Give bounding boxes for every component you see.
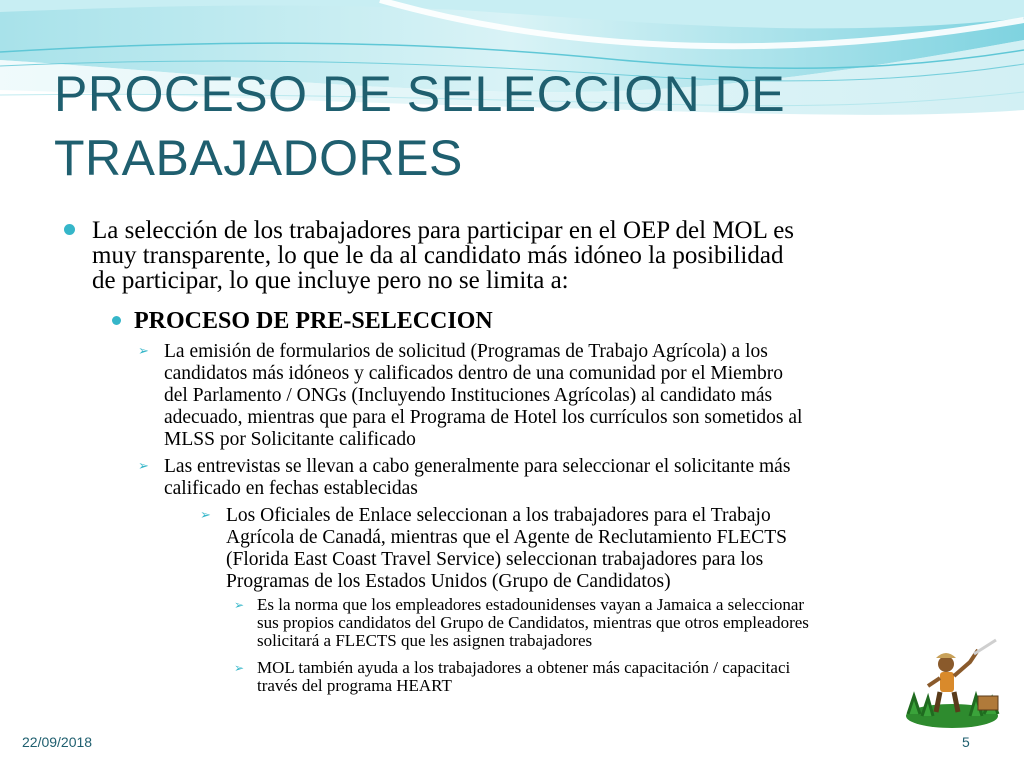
bullet-level-3 <box>164 341 802 451</box>
bullet-level-4-line: Programas de los Estados Unidos (Grupo de Candidatos) <box>226 571 671 592</box>
slide-title-line-2: TRABAJADORES <box>54 130 463 186</box>
arrow-bullet-icon: ➢ <box>234 661 245 675</box>
bullet-level-5 <box>257 659 790 695</box>
footer-date: 22/09/2018 <box>22 734 93 750</box>
arrow-bullet-icon: ➢ <box>138 459 149 474</box>
farmer-clipart-icon <box>900 636 1010 731</box>
bullet-level-1 <box>92 218 794 293</box>
bullet-level-4-line: (Florida East Coast Travel Service) seleccionan trabajadores para los <box>226 549 764 570</box>
bullet-level-4-line: Los Oficiales de Enlace seleccionan a los trabajadores para el Trabajo <box>226 505 771 526</box>
slide-title-line-1: PROCESO DE SELECCION DE <box>54 66 786 122</box>
footer-page-number: 5 <box>962 734 970 750</box>
bullet-level-5-line: sus propios candidatos del Grupo de Candidatos, mientras que otros empleadores <box>257 613 809 632</box>
bullet-level-3-line: calificado en fechas establecidas <box>164 478 418 499</box>
bullet-level-4 <box>226 505 787 593</box>
bullet-level-5-line: solicitará a FLECTS que les asignen trabajadores <box>257 631 593 650</box>
bullet-level-3-line: candidatos más idóneos y calificados dentro de una comunidad por el Miembro <box>164 363 783 384</box>
bullet-level-5-line: través del programa HEART <box>257 676 452 695</box>
bullet-level-5-line: Es la norma que los empleadores estadounidenses vayan a Jamaica a seleccionar <box>257 595 805 614</box>
arrow-bullet-icon: ➢ <box>234 598 245 612</box>
bullet-level-2-text: PROCESO DE PRE-SELECCION <box>134 308 493 334</box>
bullet-level-3 <box>164 456 790 500</box>
bullet-level-1-line: muy transparente, lo que le da al candidato más idóneo la posibilidad <box>92 242 784 269</box>
bullet-level-1-line: La selección de los trabajadores para participar en el OEP del MOL es <box>92 217 795 244</box>
bullet-level-3-line: del Parlamento / ONGs (Incluyendo Instituciones Agrícolas) al candidato más <box>164 385 773 406</box>
bullet-level-2 <box>134 309 493 333</box>
bullet-level-3-line: adecuado, mientras que para el Programa de Hotel los currículos son sometidos al <box>164 407 803 428</box>
bullet-level-4-line: Agrícola de Canadá, mientras que el Agente de Reclutamiento FLECTS <box>226 527 788 548</box>
bullet-level-3-line: La emisión de formularios de solicitud (Programas de Trabajo Agrícola) a los <box>164 341 768 362</box>
bullet-level-1-line: de participar, lo que incluye pero no se limita a: <box>92 267 569 294</box>
bullet-level-3-line: MLSS por Solicitante calificado <box>164 429 416 450</box>
bullet-level-5 <box>257 596 809 650</box>
arrow-bullet-icon: ➢ <box>200 508 211 523</box>
bullet-dot-icon <box>64 224 75 235</box>
bullet-level-3-line: Las entrevistas se llevan a cabo generalmente para seleccionar el solicitante más <box>164 456 791 477</box>
arrow-bullet-icon: ➢ <box>138 344 149 359</box>
bullet-level-5-line: MOL también ayuda a los trabajadores a obtener más capacitación / capacitaci <box>257 658 791 677</box>
bullet-dot-icon <box>112 316 121 325</box>
